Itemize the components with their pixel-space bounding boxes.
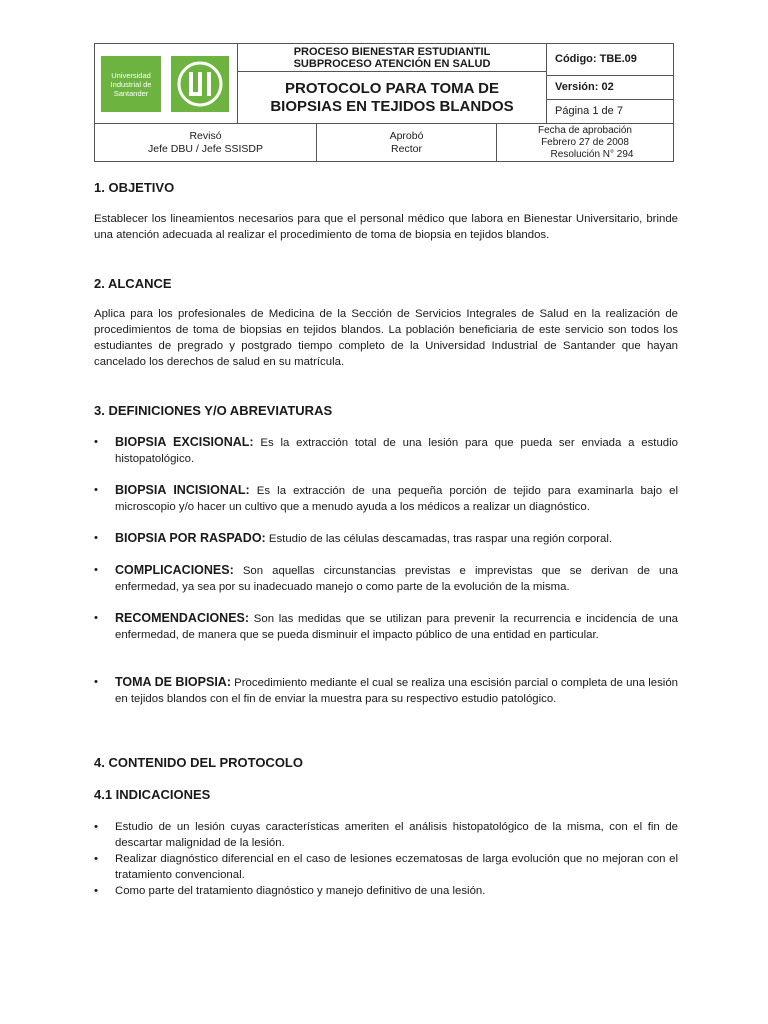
document-code: Código: TBE.09 (547, 44, 673, 76)
definition-term: BIOPSIA POR RASPADO: (115, 531, 266, 545)
approval-date-cell (497, 124, 673, 162)
definition-text: Son aquellas circunstancias previstas e imprevistas que se derivan de una enfermedad, ya sea por su inadecuado manejo o como parte de la evolución de la misma. (115, 565, 678, 593)
definition-term: BIOPSIA EXCISIONAL: (115, 435, 254, 449)
protocol-title-line2: BIOPSIAS EN TEJIDOS BLANDOS (270, 98, 514, 115)
page-number: 1 (592, 105, 599, 117)
indication-text: Estudio de un lesión cuyas características ameriten el análisis histopatológico de la misma, con el fin de descartar malignidad de la lesión. (115, 821, 678, 849)
section-heading-alcance: 2. ALCANCE (94, 276, 172, 291)
bullet-icon: • (94, 436, 98, 448)
process-cell (238, 44, 547, 72)
definition-item (94, 562, 678, 595)
logo-cell (95, 44, 238, 124)
alcance-text: Aplica para los profesionales de Medicina de la Sección de Servicios Integrales de Salud en la realización de procedimientos de toma de biopsias en tejidos blandos. La población beneficiaria de este servicio son todos los estudiantes de pregrado y postgrado tiempo completo de la Universidad Industrial de Santander que hayan cancelado los derechos de salud en su matrícula. (94, 308, 678, 368)
definition-item (94, 482, 678, 515)
approved-label: Aprobó (389, 130, 424, 142)
definition-text: Son las medidas que se utilizan para prevenir la recurrencia e incidencia de una enfermedad, de manera que se pueda disminuir el impacto público de una entidad en particular. (115, 613, 678, 641)
section-heading-objetivo: 1. OBJETIVO (94, 180, 175, 195)
approved-by: Rector (391, 143, 422, 155)
indication-text: Realizar diagnóstico diferencial en el caso de lesiones eczematosas de larga evolución que no mejoran con el tratamiento convencional. (115, 853, 678, 881)
definition-item (94, 530, 678, 547)
document-version: Versión: 02 (547, 76, 673, 100)
logo-text: Universidad Industrial de Santander (110, 70, 152, 98)
page-of: de (601, 105, 614, 117)
definition-term: RECOMENDACIONES: (115, 611, 250, 625)
indication-item (94, 819, 678, 851)
bullet-icon: • (94, 821, 98, 833)
definition-item (94, 674, 678, 707)
indication-item (94, 883, 678, 899)
definition-item (94, 610, 678, 643)
approval-date-label: Fecha de aprobación (538, 125, 632, 136)
bullet-icon: • (94, 484, 98, 496)
protocol-title-line1: PROTOCOLO PARA TOMA DE (285, 80, 499, 97)
document-header-table (94, 43, 674, 162)
section-heading-definiciones: 3. DEFINICIONES Y/O ABREVIATURAS (94, 403, 333, 418)
bullet-icon: • (94, 532, 98, 544)
reviewed-cell (95, 124, 317, 162)
bullet-icon: • (94, 564, 98, 576)
uis-seal-icon (171, 56, 229, 112)
definition-text: Estudio de las células descamadas, tras raspar una región corporal. (265, 533, 613, 545)
definition-text: Procedimiento mediante el cual se realiza una escisión parcial o completa de una lesión en tejidos blandos con el fin de enviar la muestra para su respectivo estudio patológico. (115, 677, 679, 705)
indication-item (94, 851, 678, 883)
subprocess-name: SUBPROCESO ATENCIÓN EN SALUD (293, 58, 491, 70)
reviewed-by: Jefe DBU / Jefe SSISDP (148, 143, 263, 155)
approval-date: Febrero 27 de 2008 (541, 137, 629, 148)
resolution-number: Resolución N° 294 (550, 149, 634, 160)
section-heading-contenido: 4. CONTENIDO DEL PROTOCOLO (94, 755, 303, 770)
definition-text: Es la extracción total de una lesión para que pueda ser enviada a estudio histopatológico. (115, 437, 678, 465)
subsection-heading-indicaciones: 4.1 INDICACIONES (94, 787, 211, 802)
bullet-icon: • (94, 853, 98, 865)
indication-text: Como parte del tratamiento diagnóstico y manejo definitivo de una lesión. (115, 885, 486, 897)
university-logo (101, 56, 161, 112)
approved-cell (317, 124, 497, 162)
bullet-icon: • (94, 885, 98, 897)
objetivo-text: Establecer los lineamientos necesarios para que el personal médico que labora en Bienestar Universitario, brinde una atención adecuada al realizar el procedimiento de toma de biopsia en tejidos blandos. (94, 213, 678, 241)
definition-text: Es la extracción de una pequeña porción de tejido para examinarla bajo el microscopio y/o hacer un cultivo que a menudo ayuda a los médicos a realizar un diagnóstico. (115, 485, 679, 513)
bullet-icon: • (94, 612, 98, 624)
process-name: PROCESO BIENESTAR ESTUDIANTIL (293, 46, 491, 58)
protocol-title-cell (238, 72, 547, 124)
reviewed-label: Revisó (189, 130, 222, 142)
page-prefix: Página (555, 105, 590, 117)
definition-term: BIOPSIA INCISIONAL: (115, 483, 250, 497)
definition-term: TOMA DE BIOPSIA: (115, 675, 231, 689)
bullet-icon: • (94, 676, 98, 688)
page-total: 7 (616, 105, 623, 117)
page-indicator (547, 100, 673, 124)
definition-item (94, 434, 678, 467)
definition-term: COMPLICACIONES: (115, 563, 234, 577)
